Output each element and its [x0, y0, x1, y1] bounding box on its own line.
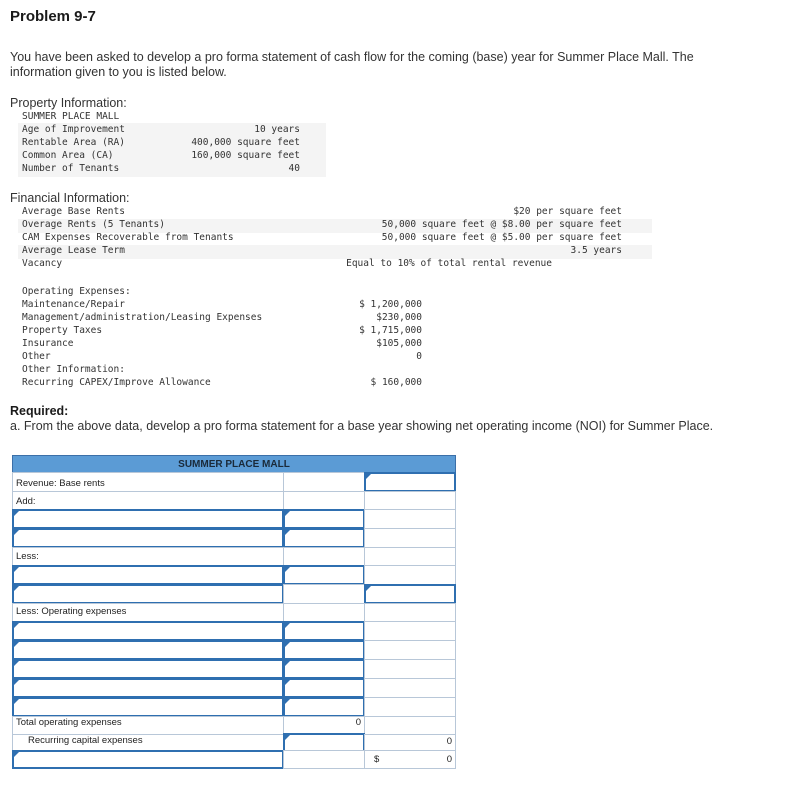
financial-row-value: 50,000 square feet @ $8.00 per square feet [381, 219, 622, 230]
empty-cell [283, 750, 365, 769]
financial-row-value: 50,000 square feet @ $5.00 per square feet [381, 232, 622, 243]
opex-row-label: Insurance [22, 338, 74, 349]
opex-row-value: $ 1,715,000 [359, 325, 422, 336]
problem-title: Problem 9-7 [10, 8, 96, 25]
effective-gross-total-input[interactable] [364, 584, 456, 604]
other-info-heading: Other Information: [22, 364, 125, 375]
required-heading: Required: [10, 404, 69, 418]
empty-cell [364, 603, 456, 622]
opex-item-4-label-input[interactable] [12, 678, 284, 698]
property-row-label: Rentable Area (RA) [22, 137, 125, 148]
revenue-label: Revenue: Base rents [16, 478, 105, 489]
less-label-cell [12, 547, 284, 566]
empty-cell [364, 678, 456, 698]
add-item-2-label-input[interactable] [12, 528, 284, 548]
empty-cell [364, 716, 456, 735]
empty-cell [364, 547, 456, 566]
opex-item-5-label-input[interactable] [12, 697, 284, 717]
opex-item-4-amount-input[interactable] [283, 678, 365, 698]
recurring-capex-label: Recurring capital expenses [28, 735, 143, 746]
opex-row-value: $105,000 [376, 338, 422, 349]
opex-item-5-amount-input[interactable] [283, 697, 365, 717]
empty-cell [364, 697, 456, 717]
property-row-label: Number of Tenants [22, 163, 120, 174]
empty-cell [283, 584, 365, 604]
property-row-value: 10 years [254, 124, 300, 135]
financial-row-label: CAM Expenses Recoverable from Tenants [22, 232, 234, 243]
noi-label-input[interactable] [12, 750, 284, 769]
property-row-value: 40 [288, 163, 300, 174]
empty-cell [364, 659, 456, 679]
financial-row-label: Average Lease Term [22, 245, 125, 256]
financial-row-label: Average Base Rents [22, 206, 125, 217]
noi-total: 0 [446, 754, 452, 765]
property-heading: Property Information: [10, 96, 127, 110]
opex-item-3-amount-input[interactable] [283, 659, 365, 679]
add-item-2-amount-input[interactable] [283, 528, 365, 548]
add-item-1-amount-input[interactable] [283, 509, 365, 529]
recurring-capex-total: 0 [446, 736, 452, 747]
total-opex-label: Total operating expenses [16, 717, 122, 728]
opex-row-label: Management/administration/Leasing Expenses [22, 312, 263, 323]
worksheet-header: SUMMER PLACE MALL [12, 455, 456, 473]
effective-gross-label-input[interactable] [12, 584, 284, 604]
less-item-amount-input[interactable] [283, 565, 365, 585]
empty-cell [283, 547, 365, 566]
empty-cell [364, 528, 456, 548]
revenue-amount-cell [283, 472, 365, 492]
property-row-value: 400,000 square feet [191, 137, 300, 148]
opex-row-value: 0 [416, 351, 422, 362]
empty-cell [364, 565, 456, 585]
problem-intro: You have been asked to develop a pro forma statement of cash flow for the coming (base) year for Summer Place Mall. The information given to you is listed below. [10, 50, 694, 79]
opex-item-2-label-input[interactable] [12, 640, 284, 660]
less-item-label-input[interactable] [12, 565, 284, 585]
financial-row-label: Vacancy [22, 258, 63, 269]
financial-row-label: Overage Rents (5 Tenants) [22, 219, 165, 230]
property-row-value: 160,000 square feet [191, 150, 300, 161]
pro-forma-worksheet [12, 455, 456, 769]
less-label: Less: [16, 551, 39, 562]
opex-row-label: Other [22, 351, 51, 362]
opex-row-value: $230,000 [376, 312, 422, 323]
financial-row-value: Equal to 10% of total rental revenue [346, 258, 552, 269]
empty-cell [364, 509, 456, 529]
property-row-label: Age of Improvement [22, 124, 125, 135]
financial-heading: Financial Information: [10, 191, 130, 205]
opex-row-label: Property Taxes [22, 325, 103, 336]
total-opex-value: 0 [355, 717, 361, 728]
add-item-1-label-input[interactable] [12, 509, 284, 529]
capex-value: $ 160,000 [370, 377, 422, 388]
add-label: Add: [16, 496, 36, 507]
empty-cell [283, 491, 365, 510]
financial-row-value: $20 per square feet [513, 206, 622, 217]
required-part-a: a. From the above data, develop a pro forma statement for a base year showing net operating income (NOI) for Summer Place. [10, 419, 714, 433]
opex-heading: Operating Expenses: [22, 286, 131, 297]
empty-cell [283, 603, 365, 622]
financial-row-value: 3.5 years [570, 245, 622, 256]
opex-row-label: Maintenance/Repair [22, 299, 125, 310]
opex-row-value: $ 1,200,000 [359, 299, 422, 310]
opex-item-1-amount-input[interactable] [283, 621, 365, 641]
property-row-label: Common Area (CA) [22, 150, 114, 161]
opex-item-2-amount-input[interactable] [283, 640, 365, 660]
capex-label: Recurring CAPEX/Improve Allowance [22, 377, 211, 388]
empty-cell [364, 621, 456, 641]
opex-item-3-label-input[interactable] [12, 659, 284, 679]
empty-cell [364, 491, 456, 510]
noi-currency: $ [374, 754, 380, 765]
revenue-total-input[interactable] [364, 472, 456, 492]
opex-item-1-label-input[interactable] [12, 621, 284, 641]
add-label-cell [12, 491, 284, 510]
less-opex-label: Less: Operating expenses [16, 606, 127, 617]
property-name: SUMMER PLACE MALL [22, 111, 120, 122]
empty-cell [364, 640, 456, 660]
